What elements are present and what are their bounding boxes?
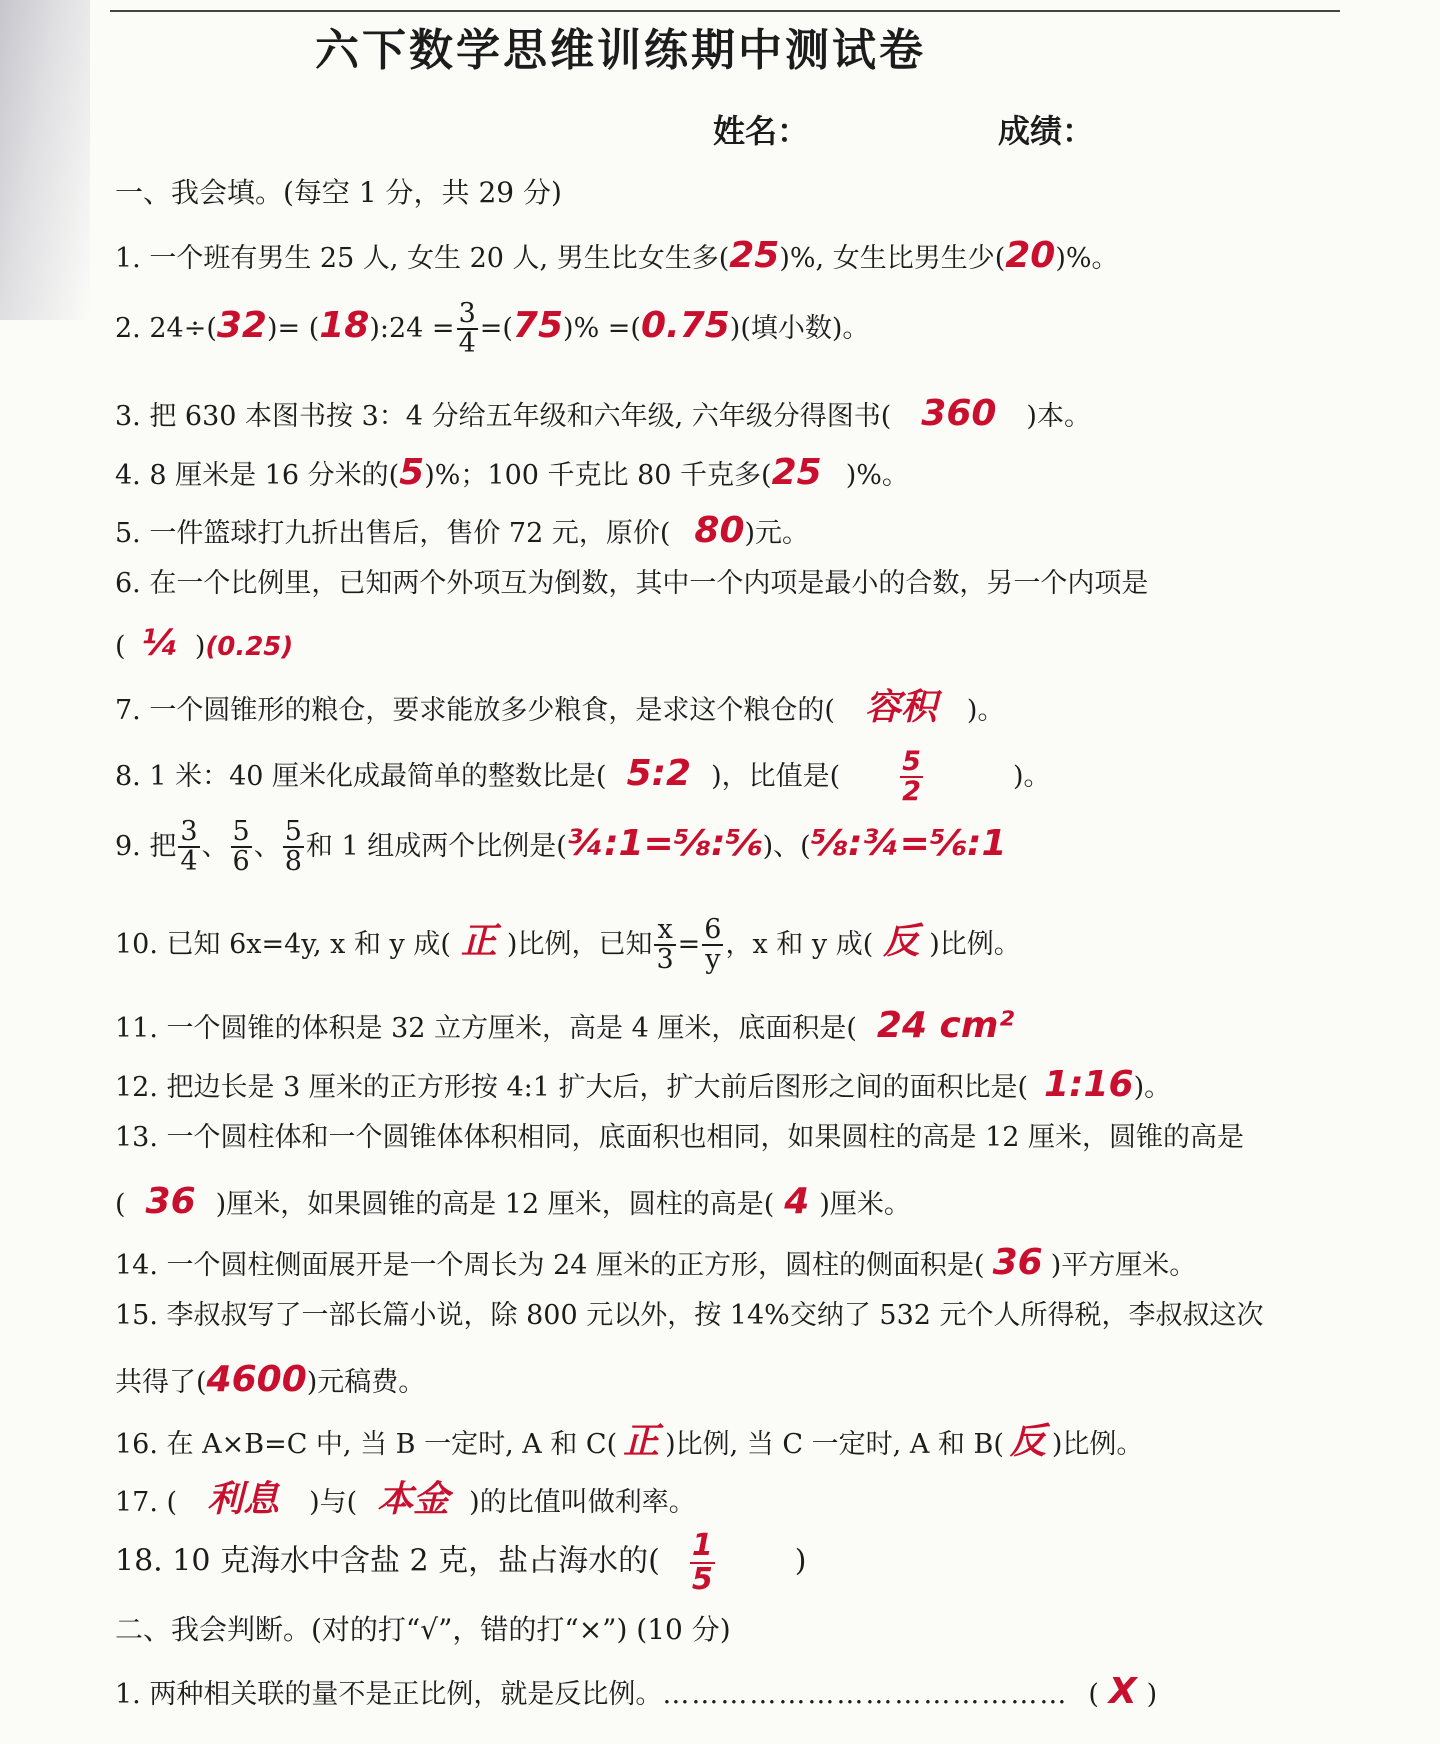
question-3: 3. 把 630 本图书按 3：4 分给五年级和六年级, 六年级分得图书( 360 )本。 <box>115 393 1091 434</box>
answer-8a: 5:2 <box>626 752 692 794</box>
question-9: 9. 把 $\frac{3}{4}$ 、 $\frac{5}{6}$ 、 $\frac{5}{8}$ 和 1 组成两个比例是(¾:1=⅝:⅚)、(⅝:¾=⅚:1 <box>115 816 1007 878</box>
section-1-heading: 一、我会填。(每空 1 分，共 29 分) <box>115 176 562 209</box>
question-15-answer-line: 共得了(4600)元稿费。 <box>115 1359 426 1400</box>
answer-1a: 25 <box>729 235 780 276</box>
answer-5: 80 <box>694 510 745 551</box>
dot-leader: …………………………………… <box>662 1679 1069 1710</box>
answer-10b: 反 <box>883 920 920 962</box>
answer-13b: 4 <box>784 1181 810 1222</box>
answer-6-decimal: (0.25) <box>205 632 294 662</box>
answer-6: ¼ <box>141 623 179 664</box>
answer-4a: 5 <box>399 452 425 493</box>
answer-16a: 正 <box>623 1421 660 1462</box>
answer-1b: 20 <box>1005 235 1056 276</box>
answer-j1: X <box>1108 1671 1137 1712</box>
answer-2c: 75 <box>512 304 564 346</box>
question-2: 2. 24÷(32)= (18):24 = $\frac{3}{4}$ =(75)% =(0.75)(填小数)。 <box>115 298 870 360</box>
fraction-6-y: $\frac{6}{y}$ <box>704 914 722 976</box>
question-6: 6. 在一个比例里，已知两个外项互为倒数，其中一个内项是最小的合数，另一个内项是 <box>115 568 1149 599</box>
question-4: 4. 8 厘米是 16 分米的(5)%；100 千克比 80 千克多(25 )%。 <box>115 452 909 493</box>
score-label: 成绩： <box>998 112 1095 150</box>
answer-7: 容积 <box>864 687 937 728</box>
question-8: 8. 1 米：40 厘米化成最简单的整数比是( 5:2 )，比值是( $\frac{5}{2}$ )。 <box>115 746 1051 808</box>
answer-18: $\frac{1}{5}$ <box>691 1528 713 1597</box>
answer-2d: 0.75 <box>640 304 730 346</box>
answer-11: 24 cm² <box>876 1005 1015 1046</box>
answer-3: 360 <box>921 393 997 434</box>
fraction-3-4: $\frac{3}{4}$ <box>458 298 476 360</box>
question-1: 1. 一个班有男生 25 人, 女生 20 人, 男生比女生多(25)%, 女生比男生少(20)%。 <box>115 235 1119 276</box>
question-13-answer-line: ( 36 )厘米，如果圆锥的高是 12 厘米，圆柱的高是( 4 )厘米。 <box>115 1181 911 1222</box>
fraction-3-4: $\frac{3}{4}$ <box>180 816 198 878</box>
fraction-5-8: $\frac{5}{8}$ <box>284 816 302 878</box>
question-5: 5. 一件篮球打九折出售后，售价 72 元，原价( 80)元。 <box>115 510 810 551</box>
page-shadow <box>0 0 90 320</box>
answer-15: 4600 <box>206 1359 307 1400</box>
question-16: 16. 在 A×B=C 中, 当 B 一定时, A 和 C( 正 )比例, 当 C 一定时, A 和 B( 反 )比例。 <box>115 1421 1144 1462</box>
question-10: 10. 已知 6x=4y, x 和 y 成( 正 )比例，已知 $\frac{x}{3}$ = $\frac{6}{y}$ ，x 和 y 成( 反 )比例。 <box>115 914 1021 976</box>
answer-17a: 利息 <box>207 1479 280 1520</box>
answer-9b: ⅝:¾=⅚:1 <box>810 822 1007 864</box>
answer-4b: 25 <box>771 452 822 493</box>
answer-2b: 18 <box>319 304 370 346</box>
top-rule <box>110 10 1340 12</box>
question-17: 17. ( 利息 )与( 本金 )的比值叫做利率。 <box>115 1479 696 1520</box>
answer-12: 1:16 <box>1044 1064 1134 1105</box>
question-18: 18. 10 克海水中含盐 2 克，盐占海水的( $\frac{1}{5}$ ) <box>115 1528 807 1597</box>
answer-16b: 反 <box>1009 1421 1046 1462</box>
question-6-answer-line: ( ¼ )(0.25) <box>115 623 294 664</box>
name-label: 姓名： <box>713 112 810 150</box>
answer-2a: 32 <box>216 304 267 346</box>
page-title: 六下数学思维训练期中测试卷 <box>315 25 926 76</box>
answer-8b: $\frac{5}{2}$ <box>902 746 921 808</box>
question-15: 15. 李叔叔写了一部长篇小说，除 800 元以外，按 14%交纳了 532 元个人所得税，李叔叔这次 <box>115 1300 1264 1331</box>
answer-14: 36 <box>992 1242 1043 1283</box>
answer-17b: 本金 <box>377 1479 450 1520</box>
fraction-5-6: $\frac{5}{6}$ <box>232 816 250 878</box>
answer-9a: ¾:1=⅝:⅚ <box>566 822 763 864</box>
question-14: 14. 一个圆柱侧面展开是一个周长为 24 厘米的正方形，圆柱的侧面积是( 36 )平方厘米。 <box>115 1242 1197 1283</box>
question-12: 12. 把边长是 3 厘米的正方形按 4:1 扩大后，扩大前后图形之间的面积比是( 1:16)。 <box>115 1064 1172 1105</box>
section-2-heading: 二、我会判断。(对的打“√”，错的打“×”) (10 分) <box>115 1613 731 1646</box>
question-7: 7. 一个圆锥形的粮仓，要求能放多少粮食，是求这个粮仓的( 容积 )。 <box>115 687 1005 728</box>
question-13: 13. 一个圆柱体和一个圆锥体体积相同，底面积也相同，如果圆柱的高是 12 厘米，圆锥的高是 <box>115 1122 1245 1153</box>
question-11: 11. 一个圆锥的体积是 32 立方厘米，高是 4 厘米，底面积是( 24 cm² <box>115 1005 1015 1046</box>
answer-13a: 36 <box>145 1181 196 1222</box>
fraction-x-3: $\frac{x}{3}$ <box>656 914 674 976</box>
answer-10a: 正 <box>460 920 497 962</box>
judge-1: 1. 两种相关联的量不是正比例，就是反比例。…………………………………… ( X ) <box>115 1671 1158 1712</box>
